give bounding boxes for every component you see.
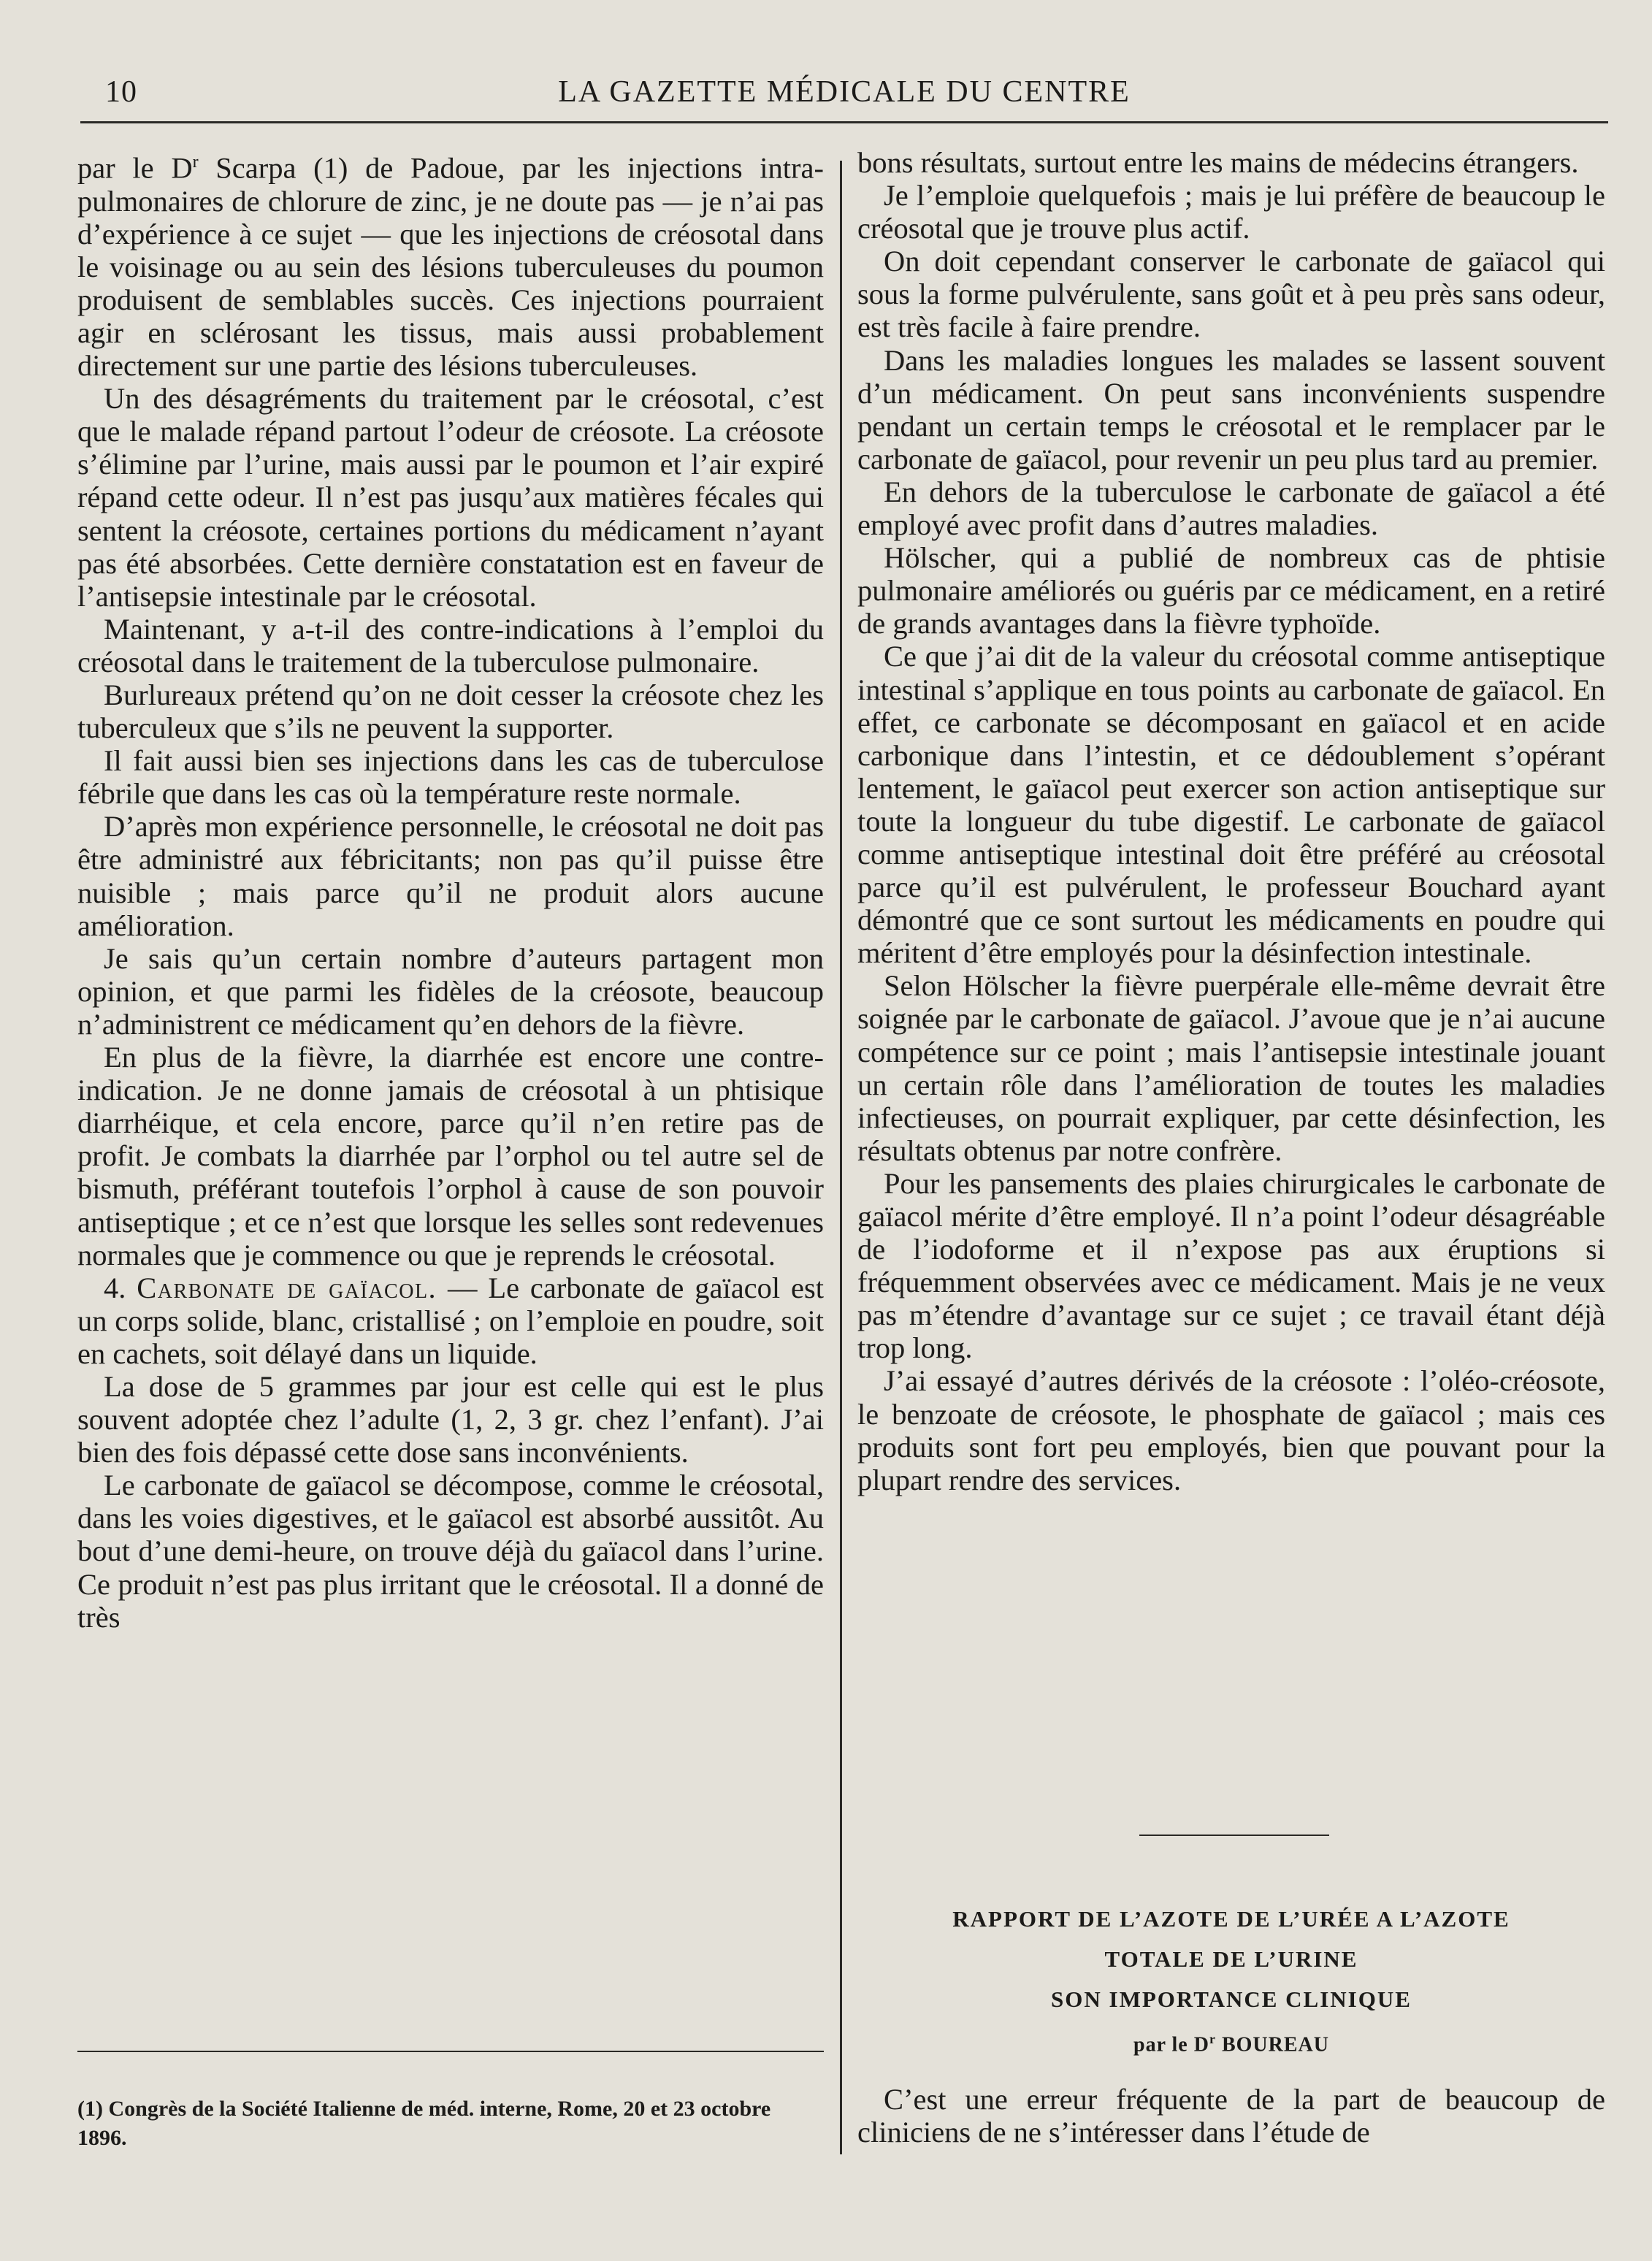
page-number: 10 bbox=[105, 75, 137, 109]
paragraph: J’ai essayé d’autres dérivés de la créosote : l’oléo-créosote, le benzoate de créosote, le phosphate de gaïacol ; mais ces produits sont fort peu employés, bien que pouvant pour la plupart rendre des services. bbox=[857, 1364, 1605, 1496]
byline-prefix: par le D bbox=[1133, 2033, 1209, 2057]
page-header bbox=[80, 70, 1608, 123]
article-body bbox=[857, 2083, 1605, 2149]
paragraph bbox=[77, 1271, 824, 1370]
paragraph: Selon Hölscher la fièvre puerpérale elle-même devrait être soignée par le carbonate de gaïacol. J’avoue que je n’ai aucune compétence sur ce point ; mais l’antisepsie intestinale jouant un certain rôle dans l’amélioration de toutes les maladies infectieuses, on pourrait expliquer, par cette désinfection, les résultats obtenus par notre confrère. bbox=[857, 969, 1605, 1167]
paragraph: Il fait aussi bien ses injections dans les cas de tuberculose fébrile que dans les cas où la température reste normale. bbox=[77, 744, 824, 811]
paragraph: Un des désagréments du traitement par le créosotal, c’est que le malade répand partout l’odeur de créosote. La créosote s’élimine par l’urine, mais aussi par le poumon et l’air expiré répand cette odeur. Il n’est pas jusqu’aux matières fécales qui sentent la créosote, certaines portions du médicament n’ayant pas été absorbées. Cette dernière constatation est en faveur de l’antisepsie intestinale par le créosotal. bbox=[77, 382, 824, 613]
paragraph: bons résultats, surtout entre les mains de médecins étrangers. bbox=[857, 146, 1579, 179]
paragraph: Le carbonate de gaïacol se décompose, comme le créosotal, dans les voies digestives, et le gaïacol est absorbé aussitôt. Au bout d’une demi-heure, on trouve déjà du gaïacol dans l’urine. Ce produit n’est pas plus irritant que le créosotal. Il a donné de très bbox=[77, 1469, 824, 1634]
paragraph: Maintenant, y a-t-il des contre-indications à l’emploi du créosotal dans le traitement de la tuberculose pulmonaire. bbox=[77, 612, 824, 678]
article-byline bbox=[857, 2019, 1605, 2065]
paragraph: En dehors de la tuberculose le carbonate de gaïacol a été employé avec profit dans d’autres maladies. bbox=[857, 475, 1605, 542]
article-title-line: SON IMPORTANCE CLINIQUE bbox=[1051, 1986, 1412, 2012]
section-number: 4. bbox=[104, 1271, 137, 1304]
paragraph-text: par le D bbox=[77, 151, 193, 185]
paragraph: C’est une erreur fréquente de la part de beaucoup de cliniciens de ne s’intéresser dans l’étude de bbox=[857, 2083, 1605, 2149]
article-title-line: TOTALE DE L’URINE bbox=[1104, 1946, 1358, 1972]
superscript: r bbox=[192, 153, 199, 172]
paragraph bbox=[77, 146, 824, 382]
paragraph: Pour les pansements des plaies chirurgicales le carbonate de gaïacol mérite d’être employé. Il n’a point l’odeur désagréable de l’iodoforme et il n’expose pas aux éruptions si fréquemment observées avec ce médicament. Mais je ne veux pas m’étendre d’avantage sur ce sujet ; ce travail étant déjà trop long. bbox=[857, 1166, 1605, 1365]
paragraph: Hölscher, qui a publié de nombreux cas de phtisie pulmonaire améliorés ou guéris par ce médicament, en a retiré de grands avantages dans la fièvre typhoïde. bbox=[857, 541, 1605, 640]
paragraph: Je l’emploie quelquefois ; mais je lui préfère de beaucoup le créosotal que je trouve plus actif. bbox=[857, 179, 1605, 245]
paragraph-text: — Le carbonate de gaïacol est un corps solide, blanc, cristallisé ; on l’emploie en poudre, soit en cachets, soit délayé dans un liquide. bbox=[77, 1271, 824, 1370]
article-title-line: RAPPORT DE L’AZOTE DE L’URÉE A L’AZOTE bbox=[952, 1906, 1510, 1932]
section-divider bbox=[1139, 1835, 1329, 1836]
paragraph: Burlureaux prétend qu’on ne doit cesser la créosote chez les tuberculeux que s’ils ne peuvent la supporter. bbox=[77, 678, 824, 745]
paragraph-text: Scarpa (1) de Padoue, par les injections intra-pulmonaires de chlorure de zinc, je ne doute pas — je n’ai pas d’expérience à ce sujet — que les injections de créosotal dans le voisinage ou au sein des lésions tuberculeuses du poumon produisent de semblables succès. Ces injections pourraient agir en sclérosant les tissus, mais aussi probablement directement sur une partie des lésions tuberculeuses. bbox=[77, 151, 824, 383]
paragraph: La dose de 5 grammes par jour est celle qui est le plus souvent adoptée chez l’adulte (1, 2, 3 gr. chez l’enfant). J’ai bien des fois dépassé cette dose sans inconvénients. bbox=[77, 1369, 824, 1469]
article-heading bbox=[857, 1899, 1605, 2065]
footnote-divider bbox=[77, 2051, 824, 2052]
paragraph: Ce que j’ai dit de la valeur du créosotal comme antiseptique intestinal s’applique en tous points au carbonate de gaïacol. En effet, ce carbonate se décomposant en gaïacol et en acide carbonique dans l’intestin, et ce dédoublement s’opérant lentement, le gaïacol peut exercer son action antiseptique sur toute la longueur du tube digestif. Le carbonate de gaïacol comme antiseptique intestinal doit être préféré au créosotal parce qu’il est pulvérulent, le professeur Bouchard ayant démontré que ce sont surtout les médicaments en poudre qui méritent d’être employés pour la désinfection intestinale. bbox=[857, 640, 1605, 970]
paragraph: D’après mon expérience personnelle, le créosotal ne doit pas être administré aux fébricitants; non pas qu’il puisse être nuisible ; mais parce qu’il ne produit alors aucune amélioration. bbox=[77, 810, 824, 942]
right-column bbox=[857, 146, 1605, 1496]
left-column bbox=[77, 146, 824, 1634]
superscript: r bbox=[1209, 2032, 1216, 2046]
paragraph: En plus de la fièvre, la diarrhée est encore une contre-indication. Je ne donne jamais de créosotal à un phtisique diarrhéique, et cela encore, parce qu’il n’en retire pas de profit. Je combats la diarrhée par l’orphol ou tel autre sel de bismuth, préférant toutefois l’orphol à cause de son pouvoir antiseptique ; et ce n’est que lorsque les selles sont redevenues normales que je commence ou que je reprends le créosotal. bbox=[77, 1041, 824, 1271]
journal-title: LA GAZETTE MÉDICALE DU CENTRE bbox=[558, 75, 1131, 109]
paragraph: Dans les maladies longues les malades se lassent souvent d’un médicament. On peut sans inconvénients suspendre pendant un certain temps le créosotal et le remplacer par le carbonate de gaïacol, pour revenir un peu plus tard au premier. bbox=[857, 343, 1605, 475]
footnote: (1) Congrès de la Société Italienne de méd. interne, Rome, 20 et 23 octobre 1896. bbox=[77, 2097, 771, 2150]
paragraph: On doit cependant conserver le carbonate de gaïacol qui sous la forme pulvérulente, sans goût et à peu près sans odeur, est très facile à faire prendre. bbox=[857, 245, 1605, 344]
paragraph: Je sais qu’un certain nombre d’auteurs partagent mon opinion, et que parmi les fidèles de la créosote, beaucoup n’administrent ce médicament qu’en dehors de la fièvre. bbox=[77, 941, 824, 1041]
section-heading: Carbonate de gaïacol. bbox=[137, 1271, 437, 1304]
column-divider bbox=[840, 161, 842, 2154]
author-name: BOUREAU bbox=[1215, 2033, 1329, 2057]
